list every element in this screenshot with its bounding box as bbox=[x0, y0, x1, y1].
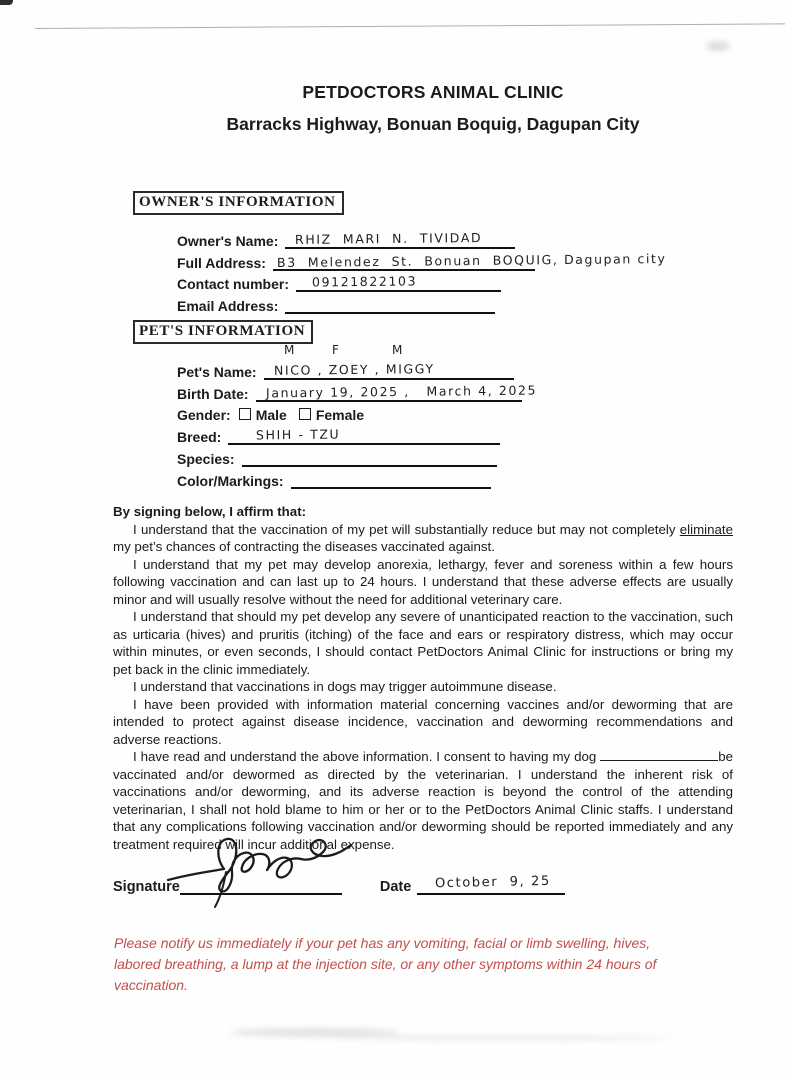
owner-name-label: Owner's Name: bbox=[177, 232, 279, 249]
smudge-artifact bbox=[330, 1035, 670, 1041]
consent-body bbox=[113, 503, 733, 853]
species-line bbox=[242, 447, 497, 467]
pet-name-value: NICO , ZOEY , MIGGY bbox=[273, 360, 435, 378]
owner-name-row bbox=[177, 227, 535, 249]
pet-sex-annotation: M bbox=[392, 343, 404, 357]
scan-line-artifact bbox=[35, 23, 785, 29]
date-label: Date bbox=[379, 879, 412, 895]
vaccination-warning-notice: Please notify us immediately if your pet has any vomiting, facial or limb swelling, hives, labored breathing, a lump at the injection site, or any other symptoms within 24 hours of vaccination. bbox=[114, 935, 657, 993]
pet-name-line bbox=[264, 360, 514, 380]
consent-paragraph-6-post: be vaccinated and/or dewormed as directed by the veterinarian. I understand the inherent risk of vaccinations and/or deworming, and its adverse reaction is beyond the control of the attending veterinarian, I shall not hold blame to him or her or to the PetDoctors Animal Clinic staffs. I understand that any complications following vaccination and/or deworming should be reported immediately and any treatment required will incur additional expense. bbox=[113, 749, 733, 852]
full-address-label: Full Address: bbox=[177, 254, 266, 271]
consent-paragraph-1-post: my pet’s chances of contracting the diseases vaccinated against. bbox=[113, 539, 495, 554]
eliminate-underlined-word: eliminate bbox=[679, 521, 733, 537]
male-label: Male bbox=[255, 407, 287, 424]
signature-line bbox=[180, 873, 342, 895]
birth-date-row bbox=[177, 380, 537, 402]
full-address-value: B3 Melendez St. Bonuan BOQUIG, Dagupan city bbox=[276, 250, 667, 270]
owner-name-line bbox=[285, 229, 515, 249]
signature-ink bbox=[166, 828, 362, 908]
color-markings-line bbox=[291, 469, 491, 489]
gender-label: Gender: bbox=[177, 407, 231, 424]
pet-sex-annotation: F bbox=[332, 343, 340, 357]
breed-row bbox=[177, 423, 522, 445]
date-line bbox=[417, 873, 565, 895]
owner-info-heading: OWNER'S INFORMATION bbox=[133, 191, 344, 215]
birth-date-label: Birth Date: bbox=[177, 385, 249, 402]
full-address-line bbox=[273, 250, 667, 271]
color-markings-label: Color/Markings: bbox=[177, 472, 284, 489]
consent-paragraph-1-pre: I understand that the vaccination of my pet will substantially reduce but may not completely bbox=[133, 521, 680, 537]
female-label: Female bbox=[315, 407, 365, 424]
consent-paragraph-1 bbox=[113, 521, 733, 556]
pet-info-heading: PET'S INFORMATION bbox=[133, 320, 313, 344]
smudge-artifact bbox=[706, 41, 730, 51]
contact-number-row bbox=[177, 271, 535, 293]
contact-number-label: Contact number: bbox=[177, 276, 289, 293]
male-checkbox bbox=[239, 408, 251, 420]
contact-number-line bbox=[296, 272, 501, 292]
full-address-row bbox=[177, 249, 667, 271]
clinic-address: Barracks Highway, Bonuan Boquig, Dagupan City bbox=[226, 114, 640, 134]
pet-name-label: Pet's Name: bbox=[177, 363, 257, 380]
consent-paragraph-3: I understand that should my pet develop any severe of unanticipated reaction to the vaccination, such as urticaria (hives) and pruritis (itching) of the face and ears or respiratory distress, which may occur within minutes, or even seconds, I should contact PetDoctors Animal Clinic for instructions or bring my pet back in the clinic immediately. bbox=[113, 609, 733, 677]
date-value: October 9, 25 bbox=[435, 873, 552, 892]
consent-paragraph-5: I have been provided with information material concerning vaccines and/or deworming that are intended to protect against disease incidence, vaccination and deworming recommendations and adverse reactions. bbox=[113, 696, 733, 747]
species-row bbox=[177, 445, 522, 467]
email-address-line bbox=[285, 294, 495, 314]
email-address-label: Email Address: bbox=[177, 298, 279, 315]
pet-sex-annotation: M bbox=[284, 343, 296, 357]
consent-paragraph-2: I understand that my pet may develop anorexia, lethargy, fever and soreness within a few hours following vaccination and can last up to 24 hours. I understand that these adverse effects are usually minor and will usually resolve without the need for additional veterinary care. bbox=[113, 556, 733, 607]
consent-paragraph-4: I understand that vaccinations in dogs may trigger autoimmune disease. bbox=[133, 679, 557, 694]
corner-mark-artifact bbox=[0, 0, 13, 5]
owner-info-section bbox=[133, 191, 667, 315]
color-markings-row bbox=[177, 467, 522, 489]
email-address-row bbox=[177, 292, 535, 314]
breed-line bbox=[228, 425, 500, 445]
signature-label: Signature bbox=[113, 879, 180, 895]
owner-name-value: RHIZ MARI N. TIVIDAD bbox=[295, 229, 483, 247]
consent-paragraph-6-pre: I have read and understand the above information. I consent to having my dog bbox=[133, 749, 601, 764]
breed-label: Breed: bbox=[177, 429, 222, 446]
breed-value: SHIH - TZU bbox=[256, 426, 341, 443]
dog-name-blank bbox=[600, 749, 718, 761]
clinic-name: PETDOCTORS ANIMAL CLINIC bbox=[302, 82, 564, 102]
signature-row bbox=[113, 869, 565, 895]
species-label: Species: bbox=[177, 450, 235, 467]
consent-heading: By signing below, I affirm that: bbox=[113, 504, 307, 519]
pet-name-row bbox=[177, 358, 522, 380]
pet-info-section bbox=[133, 320, 537, 489]
form-header bbox=[80, 82, 785, 135]
gender-row bbox=[177, 402, 522, 424]
birth-date-line bbox=[256, 382, 537, 402]
female-checkbox bbox=[299, 408, 311, 420]
birth-date-value: January 19, 2025 , March 4, 2025 bbox=[265, 382, 537, 401]
contact-number-value: 09121822103 bbox=[311, 273, 418, 290]
